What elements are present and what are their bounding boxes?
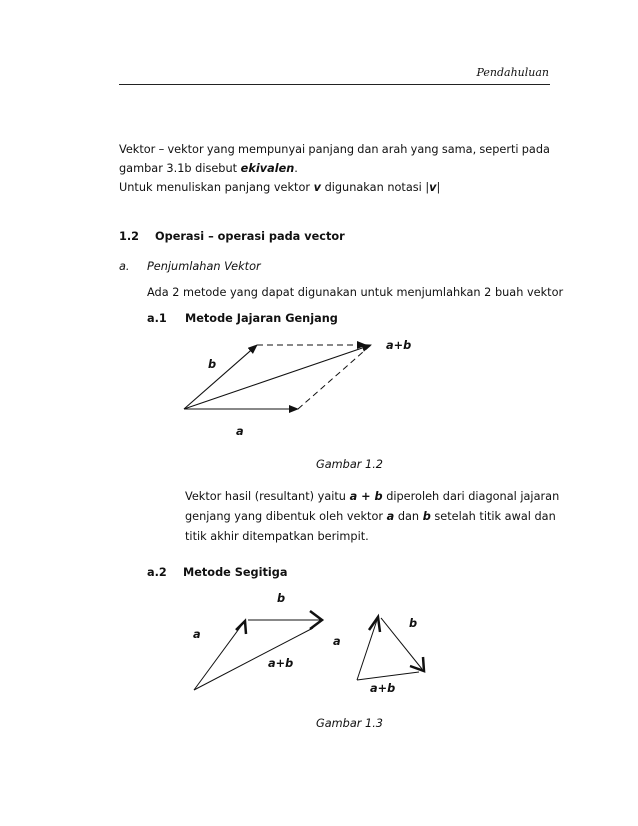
intro-word: yang [410, 143, 439, 156]
intro-text: Untuk menuliskan panjang vektor [119, 181, 314, 194]
subsection-text: Ada 2 metode yang dapat digunakan untuk menjumlahkan 2 buah vektor [147, 286, 564, 299]
tri-left-vector-a-head [236, 621, 246, 634]
intro-word: arah [381, 143, 408, 156]
intro-word: pada [521, 143, 550, 156]
intro-word: mempunyai [238, 143, 306, 156]
fig13-left-label-b: b [277, 592, 286, 605]
tri-left-vector-a [194, 622, 244, 690]
explain-line-3: titik akhir ditempatkan berimpit. [185, 530, 369, 543]
var-a: a [386, 510, 395, 523]
subsection-title: Penjumlahan Vektor [147, 260, 261, 273]
intro-word: panjang [308, 143, 355, 156]
intro-word: dan [357, 143, 379, 156]
intro-text: digunakan notasi | [320, 181, 430, 194]
explain-line-2 [185, 510, 556, 523]
intro-word: sama, [441, 143, 477, 156]
vector-b-arrow [184, 345, 257, 409]
fig12-caption: Gambar 1.2 [316, 458, 383, 471]
fig12-label-a: a [236, 425, 244, 438]
intro-word: seperti [479, 143, 519, 156]
var-b: b [422, 510, 431, 523]
subsubsection-number-2: a.2 [147, 566, 167, 579]
fig13-right-label-a: a [333, 635, 341, 648]
tri-left-vector-sum [194, 628, 313, 690]
explain-text: Vektor hasil (resultant) yaitu [185, 490, 350, 503]
intro-text: . [294, 162, 298, 175]
var-v-notation: v [429, 181, 437, 194]
intro-word: Vektor [119, 143, 156, 156]
intro-word: vektor [167, 143, 204, 156]
fig13-right-label-sum: a+b [370, 682, 396, 695]
explain-text: setelah titik awal dan [430, 510, 556, 523]
subsubsection-title: Metode Jajaran Genjang [185, 312, 338, 325]
tri-right-vector-a [357, 620, 377, 680]
subsubsection-title-2: Metode Segitiga [183, 566, 288, 579]
intro-text: | [436, 181, 441, 194]
intro-word: – [158, 143, 165, 156]
explain-text: dan [394, 510, 423, 523]
fig13-left-label-a: a [193, 628, 201, 641]
explain-text: diperoleh dari diagonal jajaran [382, 490, 560, 503]
subsection-marker: a. [119, 260, 130, 273]
explain-line-1 [185, 490, 559, 503]
section-title: Operasi – operasi pada vector [155, 230, 345, 243]
var-v: v [313, 181, 321, 194]
intro-word: yang [206, 143, 235, 156]
fig12-label-sum: a+b [386, 339, 412, 352]
explain-text: genjang yang dibentuk oleh vektor [185, 510, 387, 523]
fig13-left-label-sum: a+b [268, 657, 294, 670]
tri-right-vector-a-head [369, 617, 380, 632]
term-ekivalen: ekivalen [240, 162, 295, 175]
tri-right-vector-sum [357, 672, 419, 680]
section-number: 1.2 [119, 230, 140, 243]
dashed-side-right [298, 345, 371, 409]
intro-text: gambar 3.1b disebut [119, 162, 241, 175]
vector-sum-arrow [184, 345, 371, 409]
fig13-right-label-b: b [409, 617, 418, 630]
fig12-label-b: b [208, 358, 217, 371]
subsubsection-number: a.1 [147, 312, 167, 325]
running-header: Pendahuluan [476, 66, 549, 79]
expr-a-plus-b: a + b [349, 490, 383, 503]
fig13-caption: Gambar 1.3 [316, 717, 383, 730]
